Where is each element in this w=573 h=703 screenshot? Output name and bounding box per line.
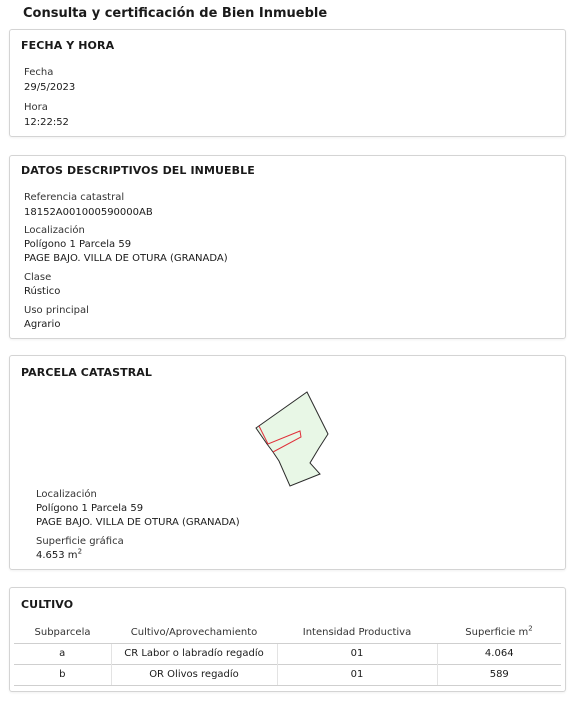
parcela-localizacion-label: Localización xyxy=(36,489,97,500)
cell-cultivo: OR Olivos regadío xyxy=(111,664,277,685)
fecha-value: 29/5/2023 xyxy=(24,82,76,93)
datos-descriptivos-panel xyxy=(9,155,566,339)
cell-intensidad: 01 xyxy=(277,643,437,664)
cell-superficie: 4.064 xyxy=(437,643,561,664)
fecha-hora-title: FECHA Y HORA xyxy=(21,39,115,52)
col-header-intensidad: Intensidad Productiva xyxy=(302,626,412,638)
fecha-label: Fecha xyxy=(24,67,54,78)
cultivo-table-header xyxy=(14,622,561,643)
cell-intensidad: 01 xyxy=(277,664,437,685)
table-row xyxy=(14,664,561,685)
parcela-localizacion-line1: Polígono 1 Parcela 59 xyxy=(36,503,144,514)
parcela-localizacion-line2: PAGE BAJO. VILLA DE OTURA (GRANADA) xyxy=(36,517,240,528)
parcela-catastral-panel xyxy=(9,355,566,570)
col-header-superficie xyxy=(437,622,561,643)
cultivo-table xyxy=(14,622,561,686)
superficie-grafica-value xyxy=(36,549,82,562)
clase-value: Rústico xyxy=(24,286,61,297)
localizacion-line2: PAGE BAJO. VILLA DE OTURA (GRANADA) xyxy=(24,253,228,264)
col-header-superficie-exp: 2 xyxy=(528,624,533,633)
cultivo-panel xyxy=(9,587,566,692)
table-row xyxy=(14,643,561,664)
fecha-hora-panel xyxy=(9,29,566,137)
superficie-grafica-exp: 2 xyxy=(77,547,83,556)
uso-principal-value: Agrario xyxy=(24,319,61,330)
parcel-shape xyxy=(256,392,328,486)
localizacion-label: Localización xyxy=(24,225,85,236)
referencia-value: 18152A001000590000AB xyxy=(24,207,153,218)
col-header-subparcela: Subparcela xyxy=(34,626,91,638)
cell-subparcela: b xyxy=(14,664,111,685)
cultivo-title: CULTIVO xyxy=(21,598,74,611)
cell-cultivo: CR Labor o labradío regadío xyxy=(111,643,277,664)
col-header-superficie-text: Superficie m xyxy=(465,626,529,638)
col-header-cultivo: Cultivo/Aprovechamiento xyxy=(130,626,258,638)
parcela-catastral-title: PARCELA CATASTRAL xyxy=(21,366,152,379)
hora-value: 12:22:52 xyxy=(24,117,69,128)
cell-superficie: 589 xyxy=(437,664,561,685)
hora-label: Hora xyxy=(24,102,48,113)
page-title: Consulta y certificación de Bien Inmueble xyxy=(23,6,328,21)
clase-label: Clase xyxy=(24,272,52,283)
referencia-label: Referencia catastral xyxy=(24,192,125,203)
uso-principal-label: Uso principal xyxy=(24,305,89,316)
superficie-grafica-number: 4.653 m xyxy=(36,550,78,561)
superficie-grafica-label: Superficie gráfica xyxy=(36,536,124,547)
datos-descriptivos-title: DATOS DESCRIPTIVOS DEL INMUEBLE xyxy=(21,164,255,177)
cell-subparcela: a xyxy=(14,643,111,664)
localizacion-line1: Polígono 1 Parcela 59 xyxy=(24,239,132,250)
